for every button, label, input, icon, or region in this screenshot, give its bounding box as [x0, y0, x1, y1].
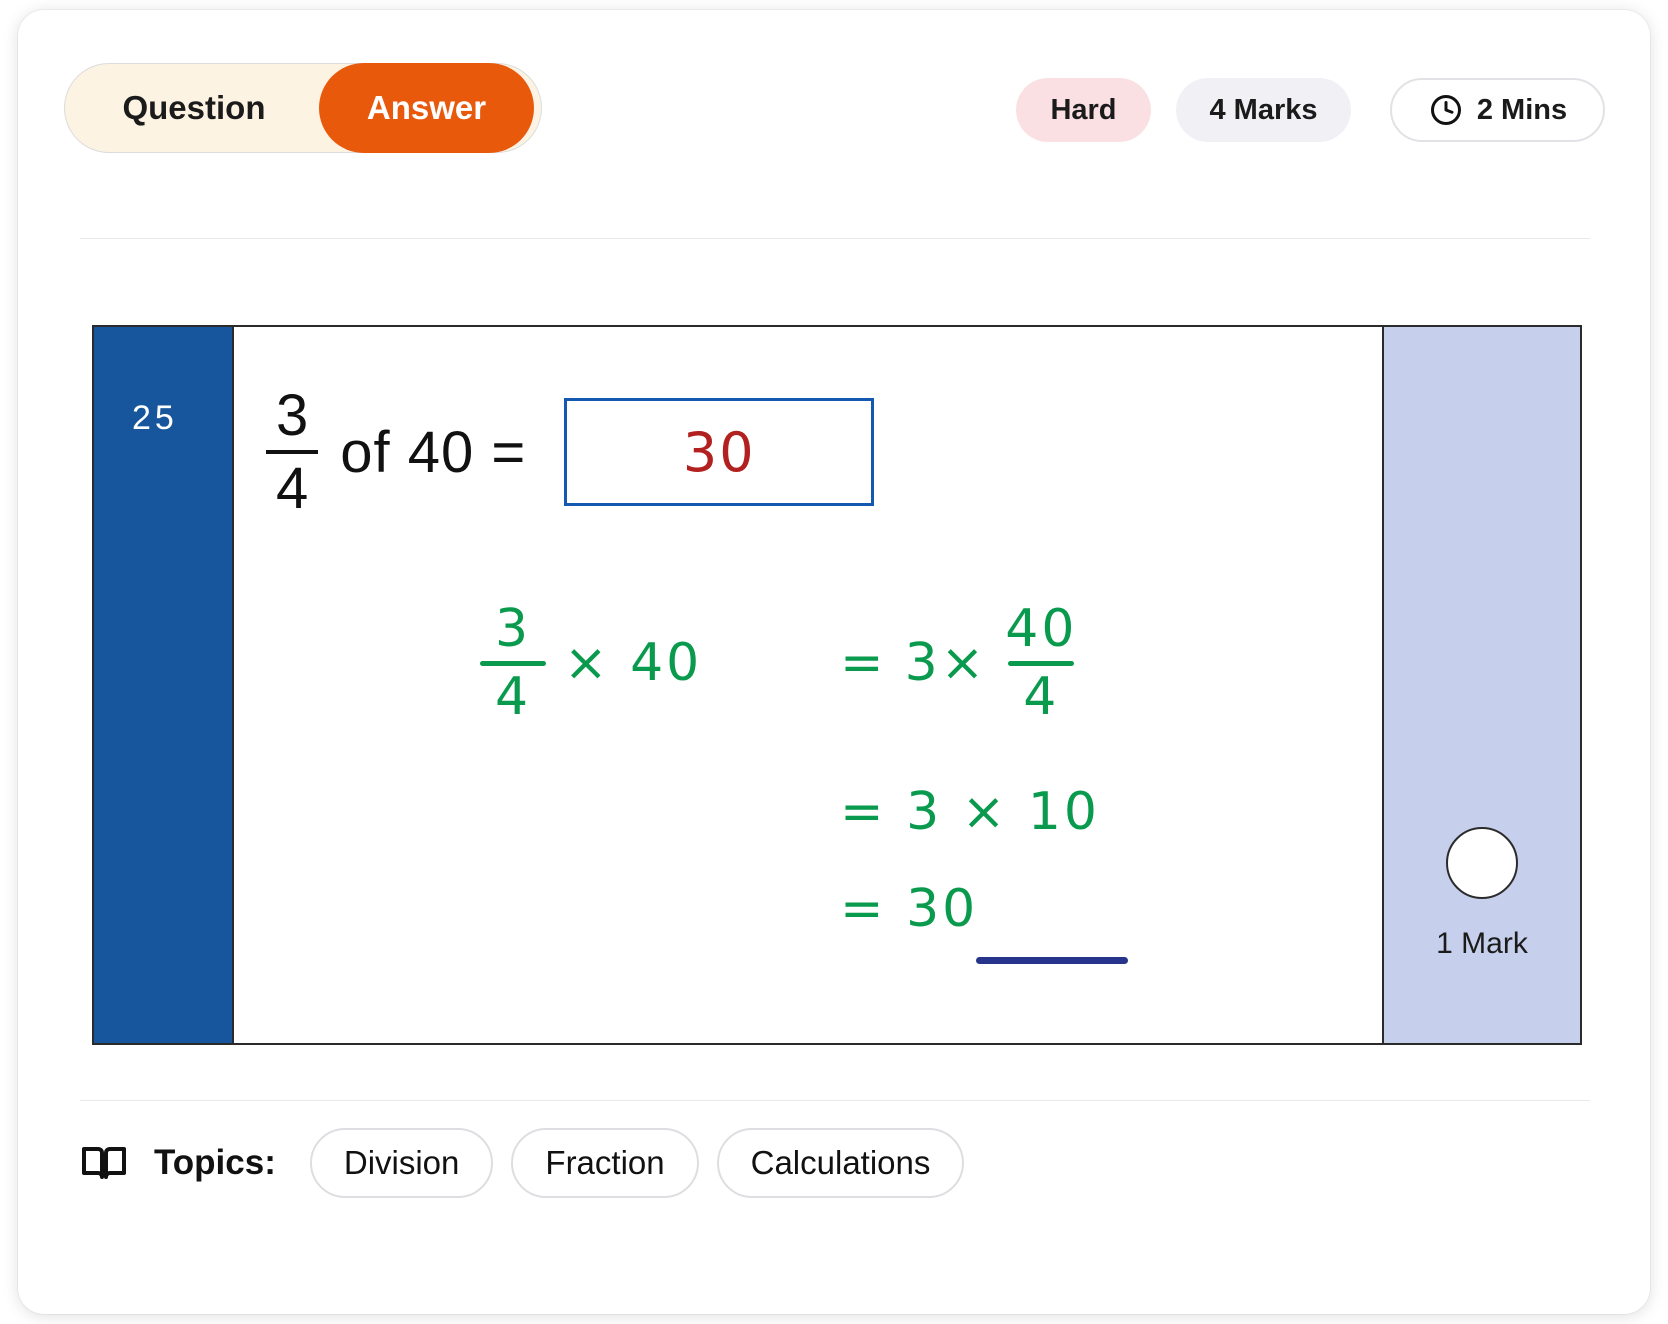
worksheet-panel: [92, 325, 1582, 1045]
topics-label: Topics:: [154, 1143, 276, 1182]
working-fraction-2-numerator: 40: [1005, 599, 1078, 659]
marks-badge: [1176, 78, 1351, 142]
final-answer-underline: [976, 957, 1128, 964]
working-line-3: = 3 × 10: [840, 782, 1100, 842]
working-line-2-equals: =: [840, 633, 887, 694]
working-fraction-2-bar: [1008, 661, 1074, 666]
header-divider: [80, 238, 1590, 239]
question-card: [18, 10, 1650, 1314]
answer-value: 30: [682, 420, 756, 484]
tab-answer[interactable]: Answer: [319, 63, 534, 153]
mark-circle: [1446, 827, 1518, 899]
clock-icon: [1428, 92, 1464, 128]
working-line-4: = 30: [840, 879, 979, 939]
time-badge: [1390, 78, 1605, 142]
question-fraction: [266, 382, 318, 521]
printed-question: [266, 377, 874, 527]
working-fraction-1-bar: [480, 661, 546, 666]
time-label: 2 Mins: [1476, 93, 1568, 126]
footer-divider: [80, 1100, 1590, 1101]
fraction-denominator: 4: [276, 456, 309, 521]
fraction-numerator: 3: [276, 382, 309, 448]
marks-label: 4 Marks: [1209, 93, 1318, 126]
topics-bar: [80, 1128, 964, 1198]
difficulty-label: Hard: [1050, 93, 1117, 126]
topic-pill-2[interactable]: Calculations: [717, 1128, 965, 1198]
working-fraction-1-denominator: 4: [494, 666, 532, 727]
question-answer-toggle[interactable]: [64, 63, 542, 153]
fraction-bar: [266, 450, 318, 454]
answer-input-box[interactable]: [564, 398, 874, 506]
working-line-2-lead: 3×: [904, 633, 988, 694]
topic-pill-1[interactable]: Fraction: [511, 1128, 698, 1198]
working-fraction-1: [480, 599, 546, 727]
working-fraction-2-denominator: 4: [1023, 666, 1060, 727]
mark-label: 1 Mark: [1436, 927, 1528, 960]
card-header: [18, 10, 1650, 240]
question-number: 25: [132, 399, 178, 437]
marks-column: [1382, 327, 1580, 1043]
working-line-1: [480, 599, 703, 727]
topic-pill-0[interactable]: Division: [310, 1128, 494, 1198]
working-fraction-1-numerator: 3: [494, 599, 532, 659]
tab-question[interactable]: Question: [122, 89, 266, 126]
question-number-column: [94, 327, 234, 1043]
working-line-1-rest: × 40: [564, 633, 703, 694]
question-text: of 40 =: [340, 419, 527, 485]
difficulty-badge: [1016, 78, 1151, 142]
book-icon: [80, 1143, 128, 1183]
worksheet-body: [234, 327, 1382, 1043]
working-line-2: [840, 599, 1078, 727]
working-fraction-2: [1005, 599, 1078, 727]
